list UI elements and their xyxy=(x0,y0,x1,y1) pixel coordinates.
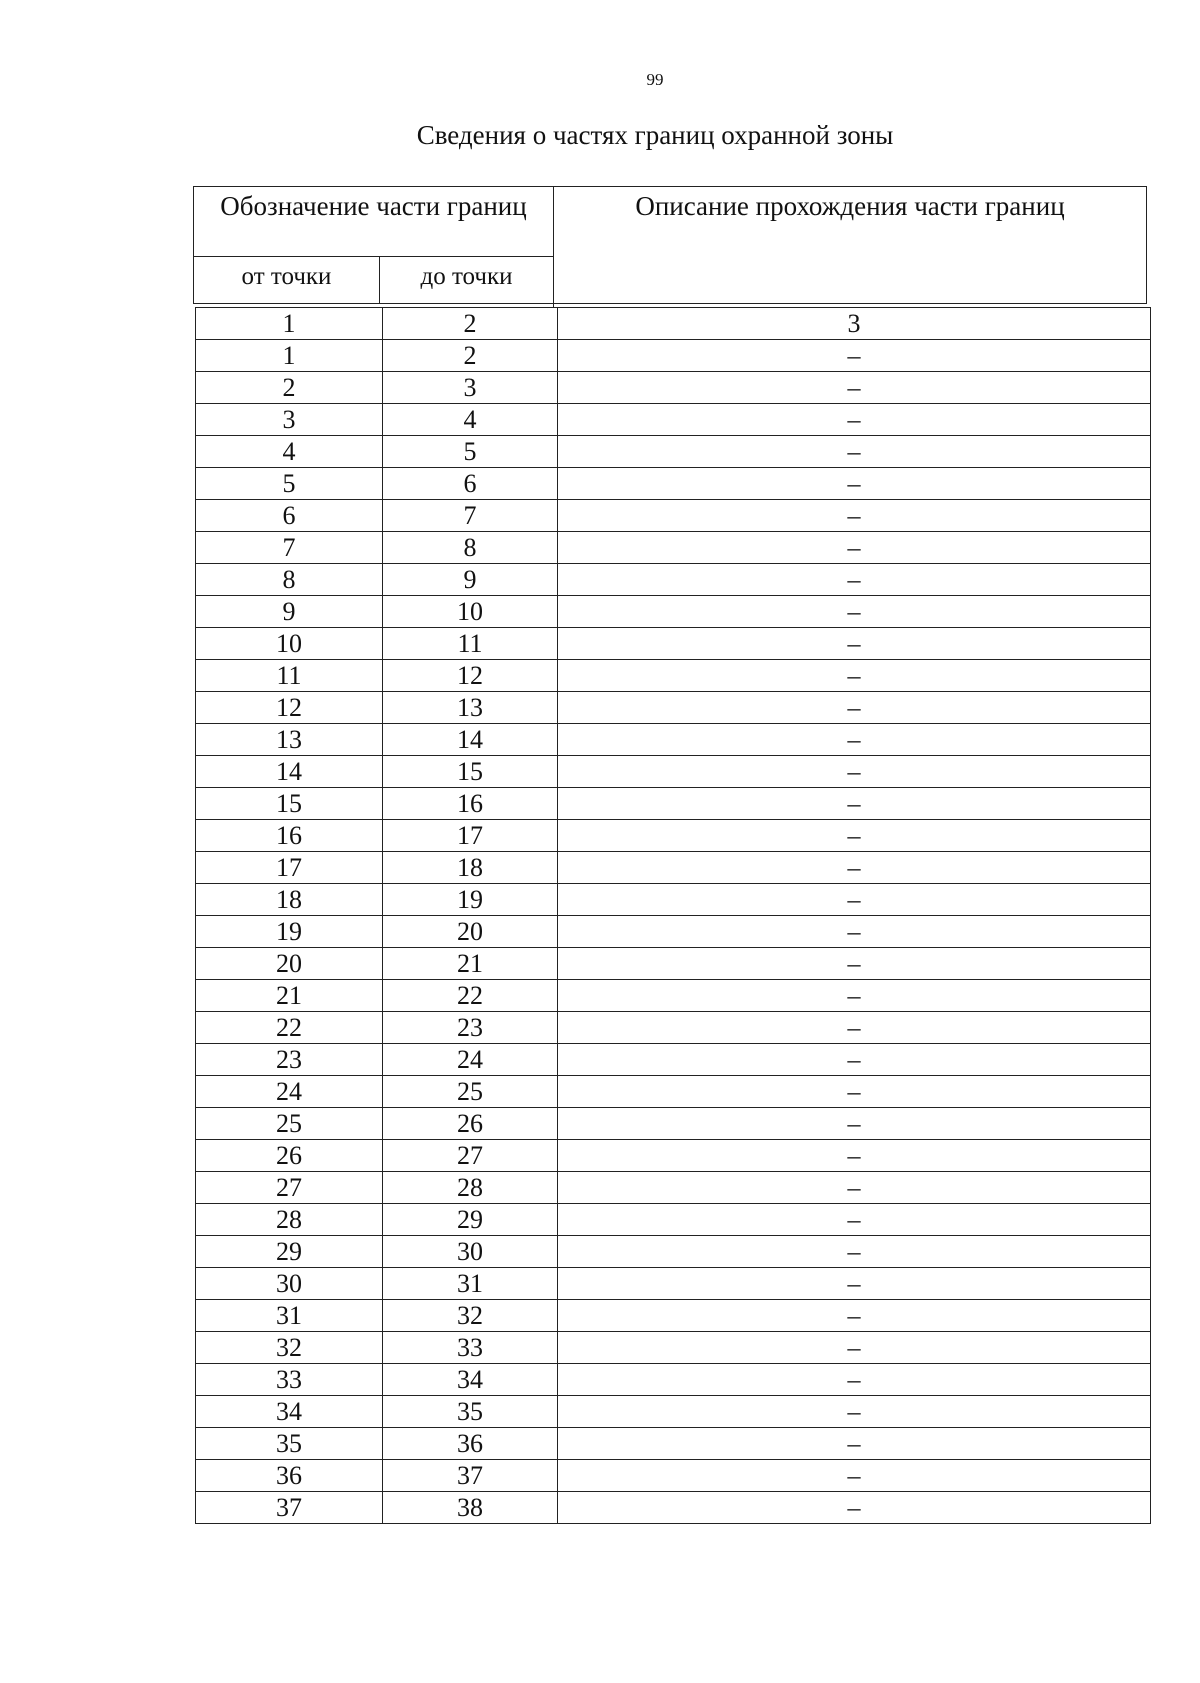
description-cell: – xyxy=(558,596,1151,628)
to-point-cell: 2 xyxy=(383,308,558,340)
table-row xyxy=(196,1076,1151,1108)
from-point-cell: 19 xyxy=(196,916,383,948)
description-cell: – xyxy=(558,724,1151,756)
table-row xyxy=(196,756,1151,788)
from-point-cell: 4 xyxy=(196,436,383,468)
table-row xyxy=(196,1268,1151,1300)
table-row xyxy=(196,1236,1151,1268)
from-point-cell: 27 xyxy=(196,1172,383,1204)
description-cell: – xyxy=(558,564,1151,596)
table-row xyxy=(196,724,1151,756)
to-point-cell: 6 xyxy=(383,468,558,500)
to-point-cell: 29 xyxy=(383,1204,558,1236)
to-point-cell: 19 xyxy=(383,884,558,916)
to-point-cell: 9 xyxy=(383,564,558,596)
description-cell: – xyxy=(558,1044,1151,1076)
from-point-cell: 1 xyxy=(196,340,383,372)
table-row xyxy=(196,340,1151,372)
to-point-cell: 34 xyxy=(383,1364,558,1396)
description-cell: – xyxy=(558,1300,1151,1332)
from-point-cell: 37 xyxy=(196,1492,383,1524)
from-point-cell: 5 xyxy=(196,468,383,500)
description-cell: – xyxy=(558,1108,1151,1140)
from-point-cell: 2 xyxy=(196,372,383,404)
description-cell: – xyxy=(558,628,1151,660)
description-cell: – xyxy=(558,852,1151,884)
to-point-header: до точки xyxy=(420,263,513,290)
table-row xyxy=(196,980,1151,1012)
description-cell: – xyxy=(558,1076,1151,1108)
from-point-cell: 16 xyxy=(196,820,383,852)
description-cell: – xyxy=(558,1332,1151,1364)
to-point-cell: 18 xyxy=(383,852,558,884)
table-body xyxy=(196,308,1151,1524)
description-cell: – xyxy=(558,532,1151,564)
table-row xyxy=(196,820,1151,852)
table-row xyxy=(196,372,1151,404)
to-point-cell: 13 xyxy=(383,692,558,724)
table-row xyxy=(196,1460,1151,1492)
table-row xyxy=(196,884,1151,916)
from-point-cell: 23 xyxy=(196,1044,383,1076)
to-point-cell: 4 xyxy=(383,404,558,436)
from-point-cell: 20 xyxy=(196,948,383,980)
to-point-cell: 20 xyxy=(383,916,558,948)
description-cell: – xyxy=(558,500,1151,532)
from-point-cell: 13 xyxy=(196,724,383,756)
from-point-cell: 36 xyxy=(196,1460,383,1492)
table-row xyxy=(196,500,1151,532)
description-cell: – xyxy=(558,916,1151,948)
page-title: Сведения о частях границ охранной зоны xyxy=(416,120,894,150)
to-point-cell: 21 xyxy=(383,948,558,980)
from-point-cell: 15 xyxy=(196,788,383,820)
from-point-cell: 30 xyxy=(196,1268,383,1300)
from-point-cell: 10 xyxy=(196,628,383,660)
description-cell: – xyxy=(558,1172,1151,1204)
description-cell: – xyxy=(558,980,1151,1012)
boundary-designation-header xyxy=(194,187,553,303)
table-row xyxy=(196,468,1151,500)
description-cell: – xyxy=(558,884,1151,916)
from-point-header: от точки xyxy=(194,257,380,303)
description-header: Описание прохождения части границ xyxy=(553,187,1146,307)
table-row xyxy=(196,1108,1151,1140)
table-row xyxy=(196,1140,1151,1172)
description-cell: – xyxy=(558,1492,1151,1524)
from-point-cell: 21 xyxy=(196,980,383,1012)
to-point-cell: 2 xyxy=(383,340,558,372)
description-cell: – xyxy=(558,1364,1151,1396)
to-point-cell: 14 xyxy=(383,724,558,756)
from-point-cell: 7 xyxy=(196,532,383,564)
table-row xyxy=(196,916,1151,948)
table-row xyxy=(196,564,1151,596)
to-point-cell: 3 xyxy=(383,372,558,404)
from-point-cell: 26 xyxy=(196,1140,383,1172)
from-point-cell: 1 xyxy=(196,308,383,340)
from-point-cell: 22 xyxy=(196,1012,383,1044)
to-point-cell: 15 xyxy=(383,756,558,788)
to-point-cell: 10 xyxy=(383,596,558,628)
to-point-cell: 8 xyxy=(383,532,558,564)
boundary-designation-label: Обозначение части границ xyxy=(194,187,553,257)
table-row xyxy=(196,308,1151,340)
to-point-cell: 32 xyxy=(383,1300,558,1332)
description-cell: – xyxy=(558,404,1151,436)
boundary-parts-table xyxy=(195,307,1151,1524)
to-point-cell: 23 xyxy=(383,1012,558,1044)
description-cell: – xyxy=(558,820,1151,852)
from-point-cell: 3 xyxy=(196,404,383,436)
page-number: 99 xyxy=(646,70,664,89)
table-row xyxy=(196,628,1151,660)
table-header xyxy=(193,186,1147,304)
to-point-cell: 24 xyxy=(383,1044,558,1076)
table-row xyxy=(196,1044,1151,1076)
table-row xyxy=(196,788,1151,820)
to-point-cell: 37 xyxy=(383,1460,558,1492)
to-point-cell: 27 xyxy=(383,1140,558,1172)
from-point-cell: 18 xyxy=(196,884,383,916)
to-point-cell: 35 xyxy=(383,1396,558,1428)
to-point-cell: 17 xyxy=(383,820,558,852)
table-row xyxy=(196,660,1151,692)
description-cell: – xyxy=(558,948,1151,980)
table-row xyxy=(196,1332,1151,1364)
description-cell: – xyxy=(558,1204,1151,1236)
description-cell: – xyxy=(558,340,1151,372)
to-point-cell: 22 xyxy=(383,980,558,1012)
table-row xyxy=(196,692,1151,724)
from-point-cell: 25 xyxy=(196,1108,383,1140)
from-point-cell: 12 xyxy=(196,692,383,724)
to-point-cell: 31 xyxy=(383,1268,558,1300)
to-point-cell: 7 xyxy=(383,500,558,532)
description-cell: 3 xyxy=(558,308,1151,340)
description-cell: – xyxy=(558,372,1151,404)
from-point-cell: 31 xyxy=(196,1300,383,1332)
table-row xyxy=(196,1428,1151,1460)
description-cell: – xyxy=(558,756,1151,788)
from-point-cell: 17 xyxy=(196,852,383,884)
to-point-cell: 5 xyxy=(383,436,558,468)
table-row xyxy=(196,948,1151,980)
from-point-cell: 33 xyxy=(196,1364,383,1396)
from-point-cell: 28 xyxy=(196,1204,383,1236)
description-cell: – xyxy=(558,468,1151,500)
from-point-cell: 14 xyxy=(196,756,383,788)
table-row xyxy=(196,852,1151,884)
to-point-cell: 38 xyxy=(383,1492,558,1524)
table-row xyxy=(196,404,1151,436)
to-point-cell: 36 xyxy=(383,1428,558,1460)
to-point-cell: 26 xyxy=(383,1108,558,1140)
description-cell: – xyxy=(558,788,1151,820)
description-cell: – xyxy=(558,1012,1151,1044)
table-row xyxy=(196,1396,1151,1428)
description-cell: – xyxy=(558,692,1151,724)
to-point-cell: 33 xyxy=(383,1332,558,1364)
table-row xyxy=(196,1300,1151,1332)
table-row xyxy=(196,1012,1151,1044)
to-point-cell: 28 xyxy=(383,1172,558,1204)
from-point-cell: 6 xyxy=(196,500,383,532)
to-point-cell: 16 xyxy=(383,788,558,820)
table-row xyxy=(196,596,1151,628)
from-point-cell: 34 xyxy=(196,1396,383,1428)
table-row xyxy=(196,1492,1151,1524)
description-cell: – xyxy=(558,1268,1151,1300)
description-cell: – xyxy=(558,660,1151,692)
description-cell: – xyxy=(558,1236,1151,1268)
to-point-cell: 30 xyxy=(383,1236,558,1268)
to-point-cell: 25 xyxy=(383,1076,558,1108)
table-row xyxy=(196,532,1151,564)
description-cell: – xyxy=(558,1396,1151,1428)
description-cell: – xyxy=(558,1428,1151,1460)
table-row xyxy=(196,436,1151,468)
from-point-cell: 11 xyxy=(196,660,383,692)
from-point-cell: 24 xyxy=(196,1076,383,1108)
from-point-cell: 35 xyxy=(196,1428,383,1460)
from-point-cell: 8 xyxy=(196,564,383,596)
table-row xyxy=(196,1204,1151,1236)
table-row xyxy=(196,1172,1151,1204)
to-point-cell: 11 xyxy=(383,628,558,660)
description-cell: – xyxy=(558,1140,1151,1172)
from-point-cell: 9 xyxy=(196,596,383,628)
from-point-cell: 32 xyxy=(196,1332,383,1364)
to-point-cell: 12 xyxy=(383,660,558,692)
table-row xyxy=(196,1364,1151,1396)
description-cell: – xyxy=(558,436,1151,468)
description-cell: – xyxy=(558,1460,1151,1492)
from-point-cell: 29 xyxy=(196,1236,383,1268)
